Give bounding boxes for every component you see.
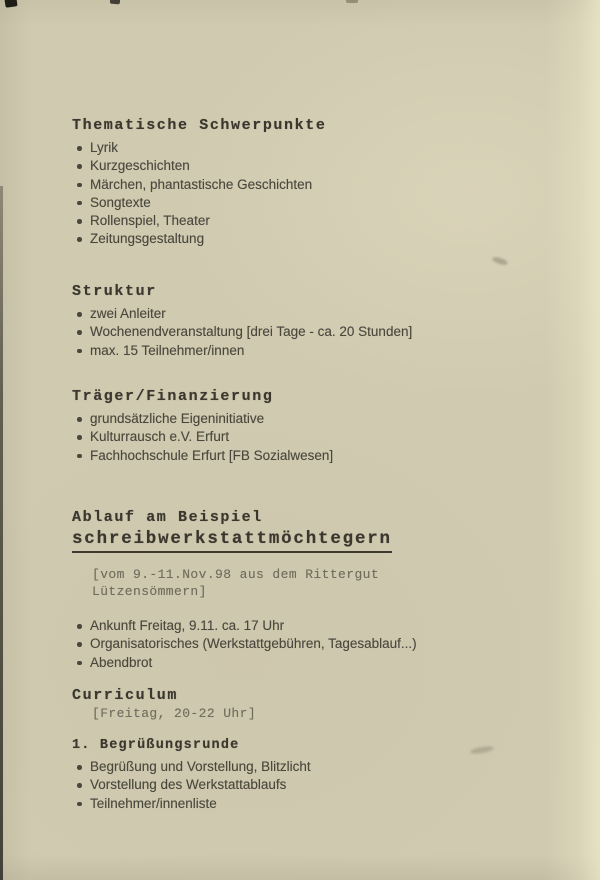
list-item	[72, 617, 560, 635]
section-heading: Ablauf am Beispiel	[72, 509, 263, 526]
list-item	[72, 447, 560, 465]
bullet-icon	[77, 661, 82, 666]
scan-mark-icon	[110, 0, 120, 4]
list-item	[72, 139, 560, 157]
workshop-title-wrap	[72, 529, 560, 553]
bullet-icon	[77, 765, 82, 770]
list-item-text: Kurzgeschichten	[90, 158, 190, 174]
bullet-icon	[77, 146, 82, 151]
section-heading: Struktur	[72, 283, 157, 300]
scan-mark-icon	[4, 0, 17, 8]
bullet-list	[72, 305, 560, 360]
bullet-list	[72, 758, 560, 813]
section-ablauf	[72, 508, 560, 672]
list-item-text: Fachhochschule Erfurt [FB Sozialwesen]	[90, 447, 334, 463]
date-note-line2: Lützensömmern]	[92, 584, 207, 599]
list-item	[72, 194, 560, 212]
list-item	[72, 342, 560, 360]
list-item	[72, 635, 560, 653]
list-item-text: Wochenendveranstaltung [drei Tage - ca. 20 Stunden]	[90, 324, 413, 340]
list-item-text: Ankunft Freitag, 9.11. ca. 17 Uhr	[90, 618, 285, 633]
list-item-text: Kulturrausch e.V. Erfurt	[90, 429, 230, 445]
bullet-icon	[77, 237, 82, 242]
smudge-mark	[491, 256, 508, 267]
section-heading: Curriculum	[72, 687, 179, 704]
bullet-list	[72, 617, 560, 672]
list-item	[72, 212, 560, 230]
list-item-text: Organisatorisches (Werkstattgebühren, Tagesablauf...)	[90, 636, 417, 652]
curriculum-time-note: [Freitag, 20-22 Uhr]	[92, 706, 257, 721]
workshop-title-underlined: schreibwerkstattmöchtegern	[72, 529, 392, 553]
list-item-text: zwei Anleiter	[90, 306, 166, 321]
list-item	[72, 758, 560, 776]
list-item	[72, 230, 560, 248]
list-item-text: grundsätzliche Eigeninitiative	[90, 411, 265, 426]
bullet-icon	[77, 624, 82, 629]
list-item	[72, 654, 560, 672]
section-curriculum	[72, 686, 560, 722]
bullet-icon	[77, 183, 82, 188]
list-item	[72, 176, 560, 194]
list-item	[72, 776, 560, 794]
section-struktur	[72, 282, 560, 360]
section-heading: Träger/Finanzierung	[72, 388, 274, 405]
section-thematische-schwerpunkte	[72, 116, 560, 249]
list-item-text: Märchen, phantastische Geschichten	[90, 176, 313, 192]
list-item-text: Begrüßung und Vorstellung, Blitzlicht	[90, 759, 311, 774]
bullet-icon	[77, 783, 82, 788]
list-item	[72, 305, 560, 323]
section-begruessungsrunde	[72, 736, 560, 813]
list-item	[72, 323, 560, 341]
list-item-text: Teilnehmer/innenliste	[90, 795, 217, 811]
list-item	[72, 410, 560, 428]
list-item-text: Abendbrot	[90, 654, 153, 670]
bullet-icon	[77, 349, 82, 354]
section-traeger-finanzierung	[72, 387, 560, 465]
list-item-text: Songtexte	[90, 194, 151, 210]
list-item-text: Vorstellung des Werkstattablaufs	[90, 777, 287, 793]
list-item	[72, 795, 560, 813]
bullet-icon	[77, 219, 82, 224]
date-note-line1: [vom 9.-11.Nov.98 aus dem Rittergut	[92, 567, 380, 582]
bullet-icon	[77, 312, 82, 317]
bullet-icon	[77, 417, 82, 422]
scan-edge-line	[0, 186, 3, 880]
bullet-list	[72, 410, 560, 465]
list-item-text: Lyrik	[90, 140, 119, 155]
section-heading: 1. Begrüßungsrunde	[72, 738, 240, 753]
bullet-list	[72, 139, 560, 249]
bullet-icon	[77, 201, 82, 206]
bullet-icon	[77, 164, 82, 169]
bullet-icon	[77, 642, 82, 647]
bullet-icon	[77, 454, 82, 459]
scan-mark-icon	[346, 0, 358, 3]
list-item	[72, 428, 560, 446]
bullet-icon	[77, 802, 82, 807]
list-item-text: Rollenspiel, Theater	[90, 213, 210, 229]
list-item-text: Zeitungsgestaltung	[90, 231, 205, 247]
section-heading: Thematische Schwerpunkte	[72, 117, 327, 134]
list-item	[72, 157, 560, 175]
bullet-icon	[77, 435, 82, 440]
list-item-text: max. 15 Teilnehmer/innen	[90, 342, 245, 358]
bullet-icon	[77, 330, 82, 335]
